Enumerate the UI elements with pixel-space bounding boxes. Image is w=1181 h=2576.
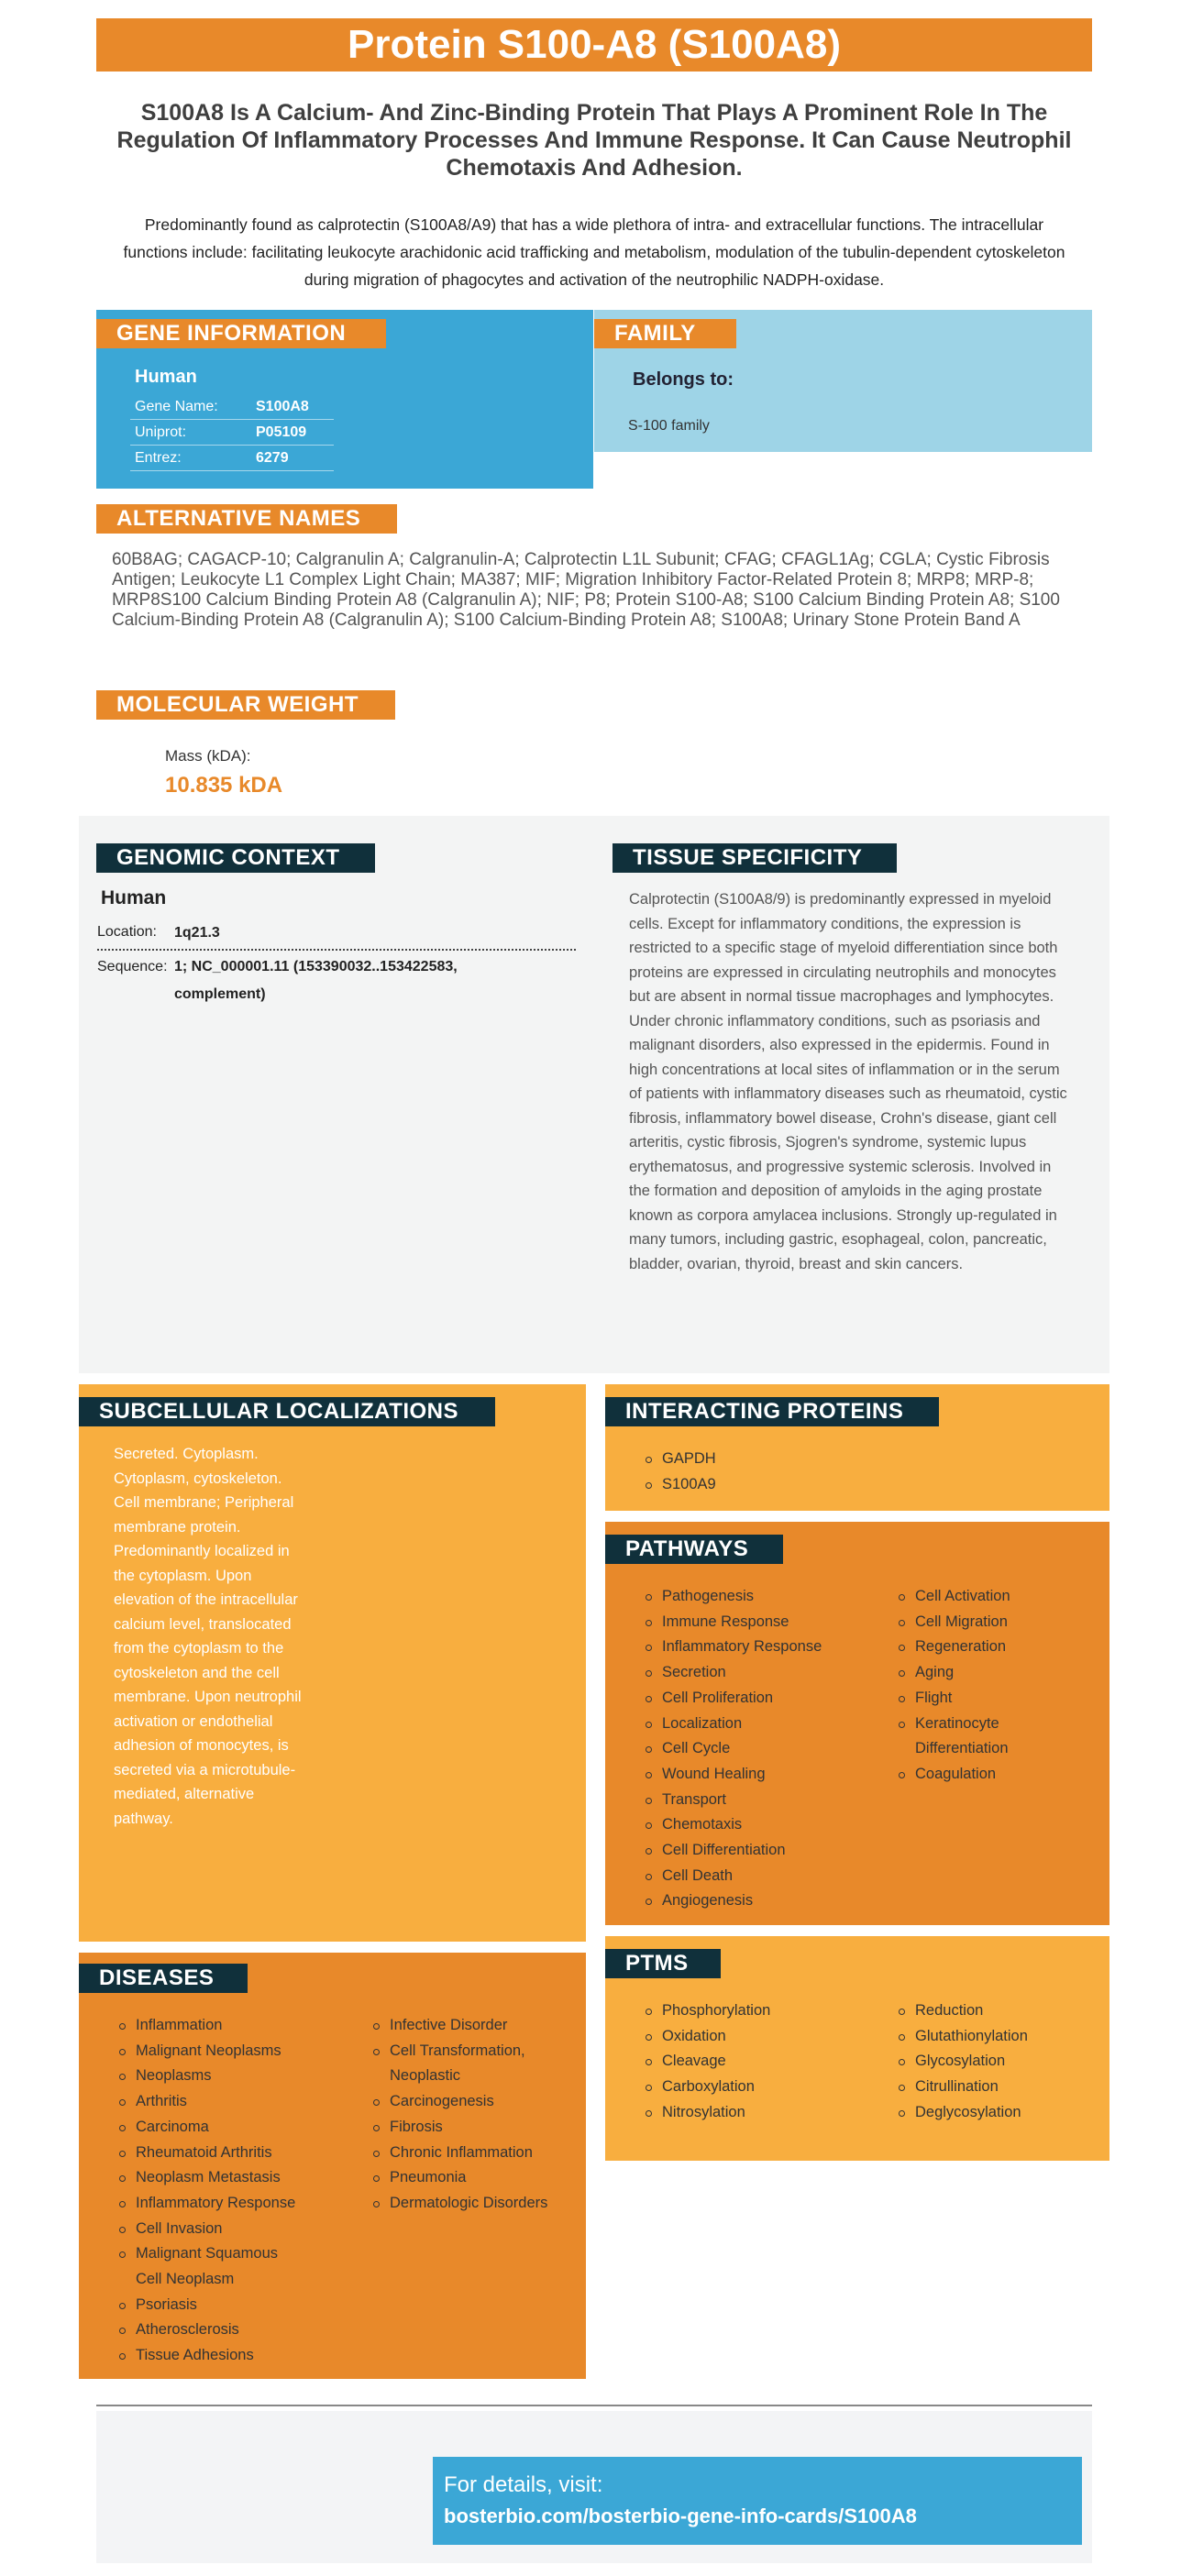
list-item: Carboxylation bbox=[644, 2075, 882, 2100]
list-item: Cell Cycle bbox=[644, 1736, 882, 1762]
list-item: Inflammatory Response bbox=[117, 2191, 310, 2217]
genomic-location-label: Location: bbox=[97, 924, 157, 940]
list-item: Cell Migration bbox=[897, 1610, 1071, 1635]
list-item: Chronic Inflammation bbox=[371, 2141, 573, 2166]
mw-heading: MOLECULAR WEIGHT bbox=[96, 690, 395, 720]
list-item: Cell Transformation, Neoplastic bbox=[371, 2039, 546, 2089]
genomic-location-row bbox=[97, 924, 477, 942]
list-item: Cell Invasion bbox=[117, 2217, 310, 2242]
list-item: Carcinoma bbox=[117, 2115, 310, 2141]
pathways-list-col2 bbox=[897, 1584, 1071, 1788]
gene-info-heading: GENE INFORMATION bbox=[96, 319, 386, 348]
list-item: Transport bbox=[644, 1788, 882, 1813]
list-item: Rheumatoid Arthritis bbox=[117, 2141, 310, 2166]
ptms-list-col2 bbox=[897, 1998, 1080, 2126]
subcellular-heading: SUBCELLULAR LOCALIZATIONS bbox=[79, 1397, 495, 1426]
interacting-proteins-heading: INTERACTING PROTEINS bbox=[605, 1397, 939, 1426]
gene-info-value: P05109 bbox=[256, 424, 307, 440]
mw-value: 10.835 kDA bbox=[165, 773, 283, 798]
list-item: Tissue Adhesions bbox=[117, 2343, 310, 2369]
footer-divider bbox=[96, 2405, 1092, 2406]
list-item: Nitrosylation bbox=[644, 2100, 882, 2126]
genomic-sequence-value: 1; NC_000001.11 (153390032..153422583, complement) bbox=[174, 959, 458, 1002]
list-item: Phosphorylation bbox=[644, 1998, 882, 2024]
ptms-list-col1 bbox=[644, 1998, 882, 2126]
list-item: Oxidation bbox=[644, 2024, 882, 2050]
list-item: Regeneration bbox=[897, 1635, 1071, 1660]
gene-info-organism: Human bbox=[135, 367, 197, 387]
list-item: Cell Death bbox=[644, 1864, 882, 1889]
list-item: Malignant Neoplasms bbox=[117, 2039, 310, 2064]
list-item: Citrullination bbox=[897, 2075, 1080, 2100]
list-item: Inflammatory Response bbox=[644, 1635, 882, 1660]
visit-box[interactable] bbox=[433, 2457, 1082, 2545]
list-item: Infective Disorder bbox=[371, 2013, 573, 2039]
list-item: Cell Activation bbox=[897, 1584, 1071, 1610]
gene-info-key: Entrez: bbox=[135, 449, 182, 466]
page-title: Protein S100-A8 (S100A8) bbox=[348, 22, 841, 67]
list-item: Dermatologic Disorders bbox=[371, 2191, 573, 2217]
alt-names-heading: ALTERNATIVE NAMES bbox=[96, 504, 397, 534]
gene-info-value: 6279 bbox=[256, 449, 289, 466]
family-panel bbox=[594, 310, 1092, 452]
visit-label: For details, visit: bbox=[444, 2472, 603, 2497]
list-item: Localization bbox=[644, 1712, 882, 1737]
list-item: Neoplasm Metastasis bbox=[117, 2165, 310, 2191]
mw-label: Mass (kDA): bbox=[165, 747, 251, 765]
list-item: Pathogenesis bbox=[644, 1584, 882, 1610]
subcellular-text: Secreted. Cytoplasm. Cytoplasm, cytoskeleton. Cell membrane; Peripheral membrane protein. Predominantly localized in the cytoplasm. Upon elevation of the intracellular calcium level, translocated from the cytoplasm to the cytoskeleton and the cell membrane. Upon neutrophil activation or endothelial adhesion of monocytes, is secreted via a microtubule-mediated, alternative pathway. bbox=[114, 1446, 302, 1827]
diseases-list-col1 bbox=[117, 2013, 310, 2369]
gene-info-key: Gene Name: bbox=[135, 398, 218, 414]
genomic-sequence-row bbox=[97, 953, 477, 1008]
summary-text: S100A8 Is A Calcium- And Zinc-Binding Protein That Plays A Prominent Role In The Regulation Of Inflammatory Processes And Immune Response. It Can Cause Neutrophil Chemotaxis And Adhesion. bbox=[116, 100, 1072, 181]
genomic-sequence-label: Sequence: bbox=[97, 959, 168, 974]
gene-info-value: S100A8 bbox=[256, 398, 309, 414]
list-item: GAPDH bbox=[644, 1447, 716, 1472]
list-item: Reduction bbox=[897, 1998, 1080, 2024]
list-item: S100A9 bbox=[644, 1472, 716, 1498]
list-item: Immune Response bbox=[644, 1610, 882, 1635]
gene-info-panel bbox=[96, 310, 593, 489]
family-heading: FAMILY bbox=[594, 319, 736, 348]
family-belongs-label: Belongs to: bbox=[633, 369, 734, 390]
gene-info-key: Uniprot: bbox=[135, 424, 187, 440]
diseases-heading: DISEASES bbox=[79, 1964, 248, 1993]
gene-info-table bbox=[130, 394, 334, 471]
list-item: Glutathionylation bbox=[897, 2024, 1080, 2050]
list-item: Cell Differentiation bbox=[644, 1838, 882, 1864]
genomic-location-value: 1q21.3 bbox=[174, 925, 220, 941]
gene-info-row bbox=[130, 446, 334, 471]
list-item: Cleavage bbox=[644, 2049, 882, 2075]
diseases-list-col2 bbox=[371, 2013, 573, 2217]
genomic-context-heading: GENOMIC CONTEXT bbox=[96, 843, 375, 873]
list-item: Inflammation bbox=[117, 2013, 310, 2039]
title-bar bbox=[96, 18, 1092, 72]
genomic-divider bbox=[97, 949, 576, 951]
list-item: Neoplasms bbox=[117, 2064, 310, 2089]
list-item: Carcinogenesis bbox=[371, 2089, 573, 2115]
list-item: Atherosclerosis bbox=[117, 2317, 310, 2343]
list-item: Angiogenesis bbox=[644, 1888, 882, 1914]
list-item: Aging bbox=[897, 1660, 1071, 1686]
list-item: Deglycosylation bbox=[897, 2100, 1080, 2126]
interacting-proteins-list bbox=[644, 1447, 716, 1497]
ptms-heading: PTMS bbox=[605, 1949, 721, 1978]
list-item: Psoriasis bbox=[117, 2293, 310, 2318]
genomic-organism: Human bbox=[101, 887, 167, 908]
list-item: Pneumonia bbox=[371, 2165, 573, 2191]
tissue-specificity-heading: TISSUE SPECIFICITY bbox=[613, 843, 897, 873]
list-item: Chemotaxis bbox=[644, 1812, 882, 1838]
gene-info-row bbox=[130, 420, 334, 446]
list-item: Fibrosis bbox=[371, 2115, 573, 2141]
alt-names-text: 60B8AG; CAGACP-10; Calgranulin A; Calgranulin-A; Calprotectin L1L Subunit; CFAG; CFAGL1Ag; CGLA; Cystic Fibrosis Antigen; Leukocyte L1 Complex Light Chain; MA387; MIF; Migration Inhibitory Factor-Related Protein 8; MRP8; MRP-8; MRP8S100 Calcium Binding Protein A8 (Calgranulin A); NIF; P8; Protein S100-A8; S100 Calcium Binding Protein A8; S100 Calcium-Binding Protein A8 (Calgranulin A); S100 Calcium-Binding Protein A8; S100A8; Urinary Stone Protein Band A bbox=[112, 550, 1060, 630]
list-item: Keratinocyte Differentiation bbox=[897, 1712, 1034, 1762]
list-item: Cell Proliferation bbox=[644, 1686, 882, 1712]
tissue-specificity-text: Calprotectin (S100A8/9) is predominantly expressed in myeloid cells. Except for inflammatory conditions, the expression is restricted to a specific stage of myeloid differentiation since both proteins are expressed in circulating neutrophils and monocytes but are absent in normal tissue macrophages and lymphocytes. Under chronic inflammatory conditions, such as psoriasis and malignant disorders, also expressed in the epidermis. Found in high concentrations at local sites of inflammation or in the serum of patients with inflammatory diseases such as rheumatoid, cystic fibrosis, inflammatory bowel disease, Crohn's disease, giant cell arteritis, cystic fibrosis, Sjogren's syndrome, systemic lupus erythematosus, and progressive systemic sclerosis. Involved in the formation and deposition of amyloids in the aging prostate known as corpora amylacea inclusions. Strongly up-regulated in many tumors, including gastric, esophageal, colon, pancreatic, bladder, ovarian, thyroid, breast and skin cancers. bbox=[629, 891, 1067, 1272]
pathways-list-col1 bbox=[644, 1584, 882, 1914]
gene-info-row bbox=[130, 394, 334, 420]
list-item: Coagulation bbox=[897, 1762, 1071, 1788]
pathways-heading: PATHWAYS bbox=[605, 1535, 783, 1564]
list-item: Arthritis bbox=[117, 2089, 310, 2115]
list-item: Flight bbox=[897, 1686, 1071, 1712]
visit-url-link[interactable]: bosterbio.com/bosterbio-gene-info-cards/S100A8 bbox=[444, 2504, 917, 2527]
list-item: Malignant Squamous Cell Neoplasm bbox=[117, 2241, 301, 2292]
family-value: S-100 family bbox=[628, 418, 710, 434]
list-item: Secretion bbox=[644, 1660, 882, 1686]
list-item: Glycosylation bbox=[897, 2049, 1080, 2075]
description-text: Predominantly found as calprotectin (S100A8/A9) that has a wide plethora of intra- and extracellular functions. The intracellular functions include: facilitating leukocyte arachidonic acid trafficking and metabolism, modulation of the tubulin-dependent cytoskeleton during migration of phagocytes and activation of the neutrophilic NADPH-oxidase. bbox=[123, 215, 1065, 289]
list-item: Wound Healing bbox=[644, 1762, 882, 1788]
